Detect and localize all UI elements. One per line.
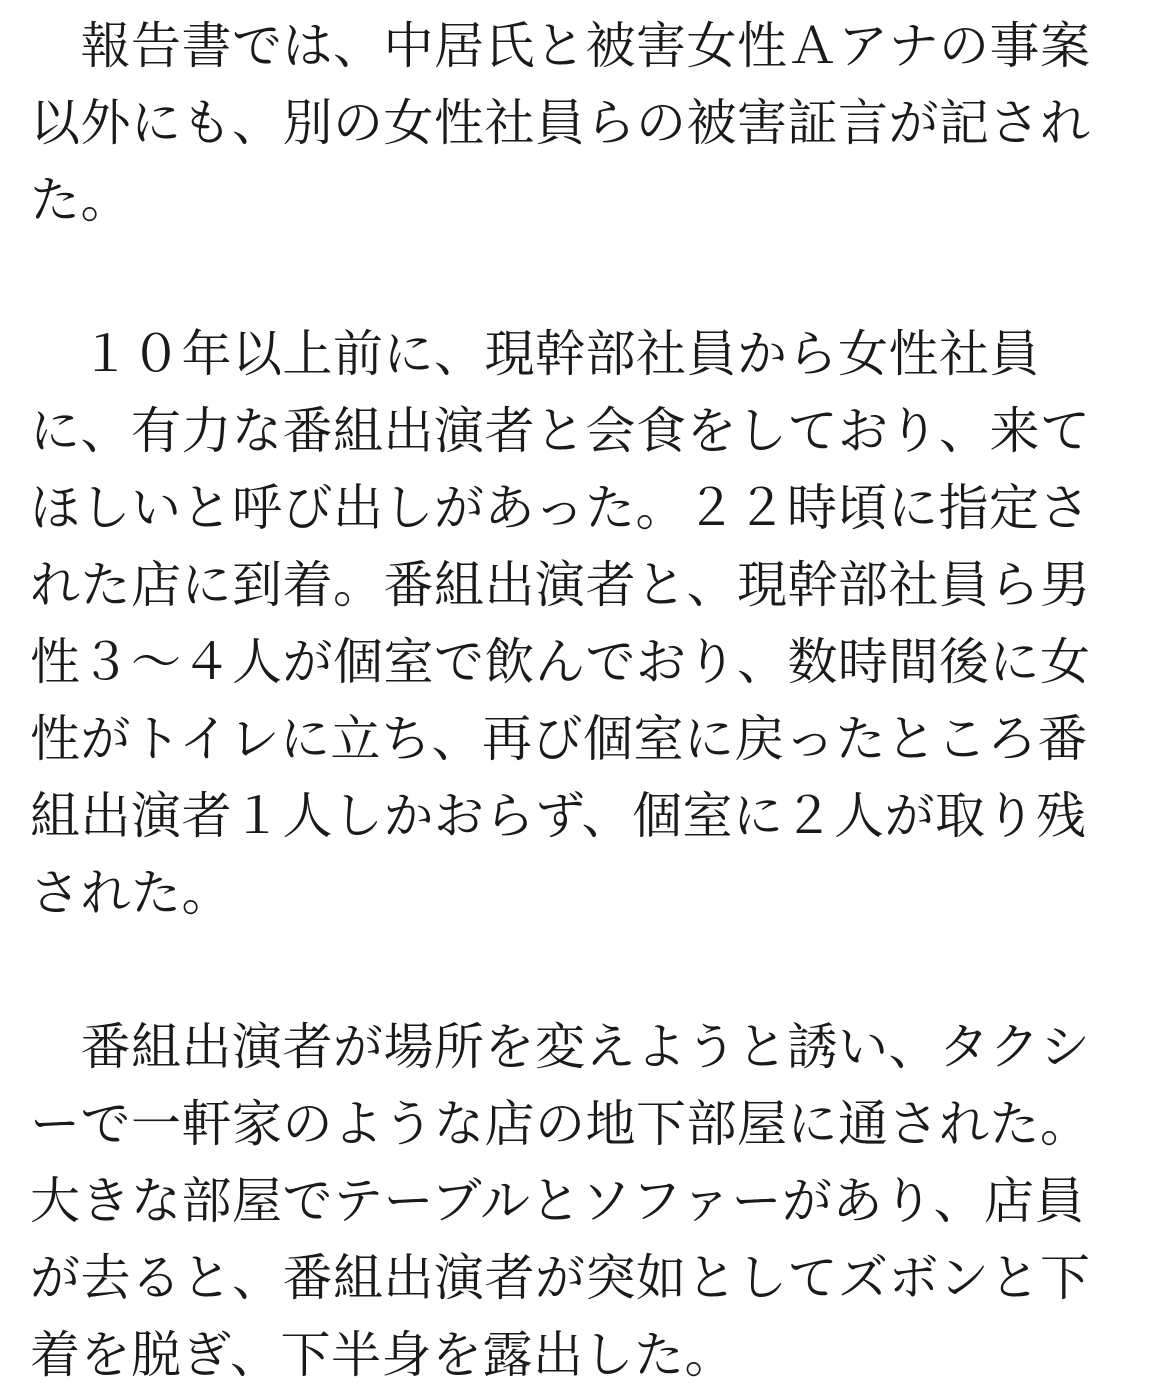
text-line: 組出演者１人しかおらず、個室に２人が取り残	[30, 787, 1087, 845]
text-line: 性がトイレに立ち、再び個室に戻ったところ番	[30, 710, 1088, 768]
text-line: 性３～４人が個室で飲んでおり、数時間後に女	[30, 633, 1091, 691]
text-line: された。	[30, 864, 232, 922]
text-line: ーで一軒家のような店の地下部屋に通された。	[30, 1095, 1091, 1153]
article-body	[30, 8, 1150, 1394]
paragraph-3	[30, 1009, 1150, 1394]
paragraph-2	[30, 316, 1150, 932]
text-line: 以外にも、別の女性社員らの被害証言が記され	[30, 94, 1091, 152]
text-line: れた店に到着。番組出演者と、現幹部社員ら男	[30, 556, 1091, 614]
text-line: 大きな部屋でテーブルとソファーがあり、店員	[30, 1172, 1085, 1230]
text-line: た。	[30, 171, 131, 229]
text-line: ほしいと呼び出しがあった。２２時頃に指定さ	[30, 479, 1090, 537]
text-line: 報告書では、中居氏と被害女性Ａアナの事案	[30, 17, 1091, 75]
text-line: が去ると、番組出演者が突如としてズボンと下	[30, 1249, 1091, 1307]
text-line: １０年以上前に、現幹部社員から女性社員	[30, 325, 1040, 383]
text-line: 番組出演者が場所を変えようと誘い、タクシ	[30, 1018, 1091, 1076]
text-line: に、有力な番組出演者と会食をしており、来て	[30, 402, 1091, 460]
paragraph-1	[30, 8, 1150, 239]
text-line: 着を脱ぎ、下半身を露出した。	[30, 1326, 735, 1384]
